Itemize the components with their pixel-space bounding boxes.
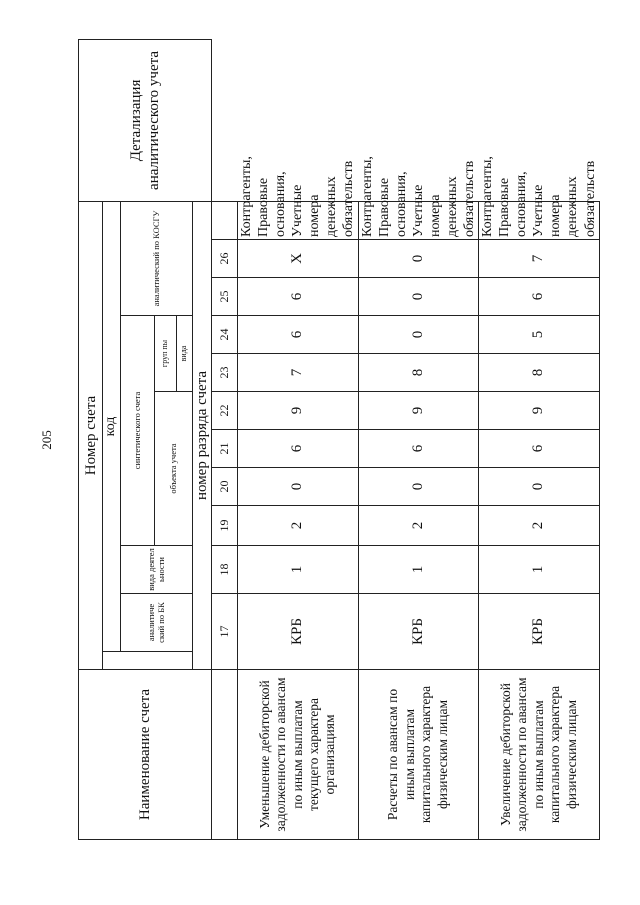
value-cell: 0: [358, 316, 479, 354]
table-row: [238, 39, 359, 839]
table-row: [479, 39, 600, 839]
value-cell: КРБ: [358, 594, 479, 670]
rotated-table-area: [78, 40, 598, 840]
header-analytical-bk: аналитиче ский по БК: [121, 594, 193, 652]
header-kosgu: аналитический по КОСГУ: [121, 201, 193, 315]
account-name-cell: Расчеты по авансам по иным выплатам капитального характера физическим лицам: [358, 670, 479, 840]
value-cell: 6: [479, 278, 600, 316]
value-cell: 1: [358, 546, 479, 594]
value-cell: 0: [238, 468, 359, 506]
digit-cell: 22: [212, 392, 238, 430]
value-cell: 9: [358, 392, 479, 430]
detail-cell: Контрагенты, Правовые основания, Учетные номера денежных обязательств: [238, 201, 359, 239]
digit-cell: 18: [212, 546, 238, 594]
table-row: [358, 39, 479, 839]
value-cell: 6: [358, 430, 479, 468]
detail-cell: Контрагенты, Правовые основания, Учетные номера денежных обязательств: [358, 201, 479, 239]
value-cell: КРБ: [479, 594, 600, 670]
account-name-cell: Уменьшение дебиторской задолженности по авансам по иным выплатам текущего характера организациям: [238, 670, 359, 840]
value-cell: X: [238, 240, 359, 278]
digit-cell: 23: [212, 354, 238, 392]
digit-cell: 19: [212, 506, 238, 546]
value-cell: 1: [479, 546, 600, 594]
digit-cell-empty: [212, 201, 238, 239]
value-cell: 2: [479, 506, 600, 546]
digit-cell: 21: [212, 430, 238, 468]
value-cell: 0: [358, 468, 479, 506]
value-cell: 6: [238, 278, 359, 316]
value-cell: 1: [238, 546, 359, 594]
digit-cell: 24: [212, 316, 238, 354]
value-cell: КРБ: [238, 594, 359, 670]
digit-cell-empty: [212, 670, 238, 840]
digit-cell: 25: [212, 278, 238, 316]
header-account-name: Наименование счета: [79, 670, 212, 840]
header-activity-type: вида деятел ьности: [121, 546, 193, 594]
detail-cell: Контрагенты, Правовые основания, Учетные номера денежных обязательств: [479, 201, 600, 239]
value-cell: 6: [479, 430, 600, 468]
account-name-cell: Увеличение дебиторской задолженности по авансам по иным выплатам капитального характера физическим лицам: [479, 670, 600, 840]
header-account-number: Номер счета: [79, 201, 103, 669]
value-cell: 9: [479, 392, 600, 430]
header-synthetic-account: синтетического счета: [121, 316, 155, 546]
value-cell: 7: [238, 354, 359, 392]
header-group: груп пы: [155, 316, 177, 392]
value-cell: 5: [479, 316, 600, 354]
header-kind: вида: [177, 316, 193, 392]
header-accounting-object: объекта учета: [155, 392, 193, 546]
digit-cell: 26: [212, 240, 238, 278]
value-cell: 8: [479, 354, 600, 392]
page-number: 205: [39, 430, 54, 450]
value-cell: 6: [238, 430, 359, 468]
value-cell: 0: [479, 468, 600, 506]
value-cell: 2: [358, 506, 479, 546]
value-cell: 0: [358, 240, 479, 278]
header-digit-number: номер разряда счета: [193, 201, 212, 669]
header-analytical-detail: Детализация аналитического учета: [79, 39, 212, 201]
value-cell: 0: [358, 278, 479, 316]
value-cell: 6: [238, 316, 359, 354]
header-code: код: [103, 201, 121, 651]
header-spacer: [103, 652, 193, 670]
value-cell: 9: [238, 392, 359, 430]
account-table: [78, 39, 600, 840]
digit-cell: 17: [212, 594, 238, 670]
value-cell: 7: [479, 240, 600, 278]
value-cell: 8: [358, 354, 479, 392]
digit-cell: 20: [212, 468, 238, 506]
value-cell: 2: [238, 506, 359, 546]
